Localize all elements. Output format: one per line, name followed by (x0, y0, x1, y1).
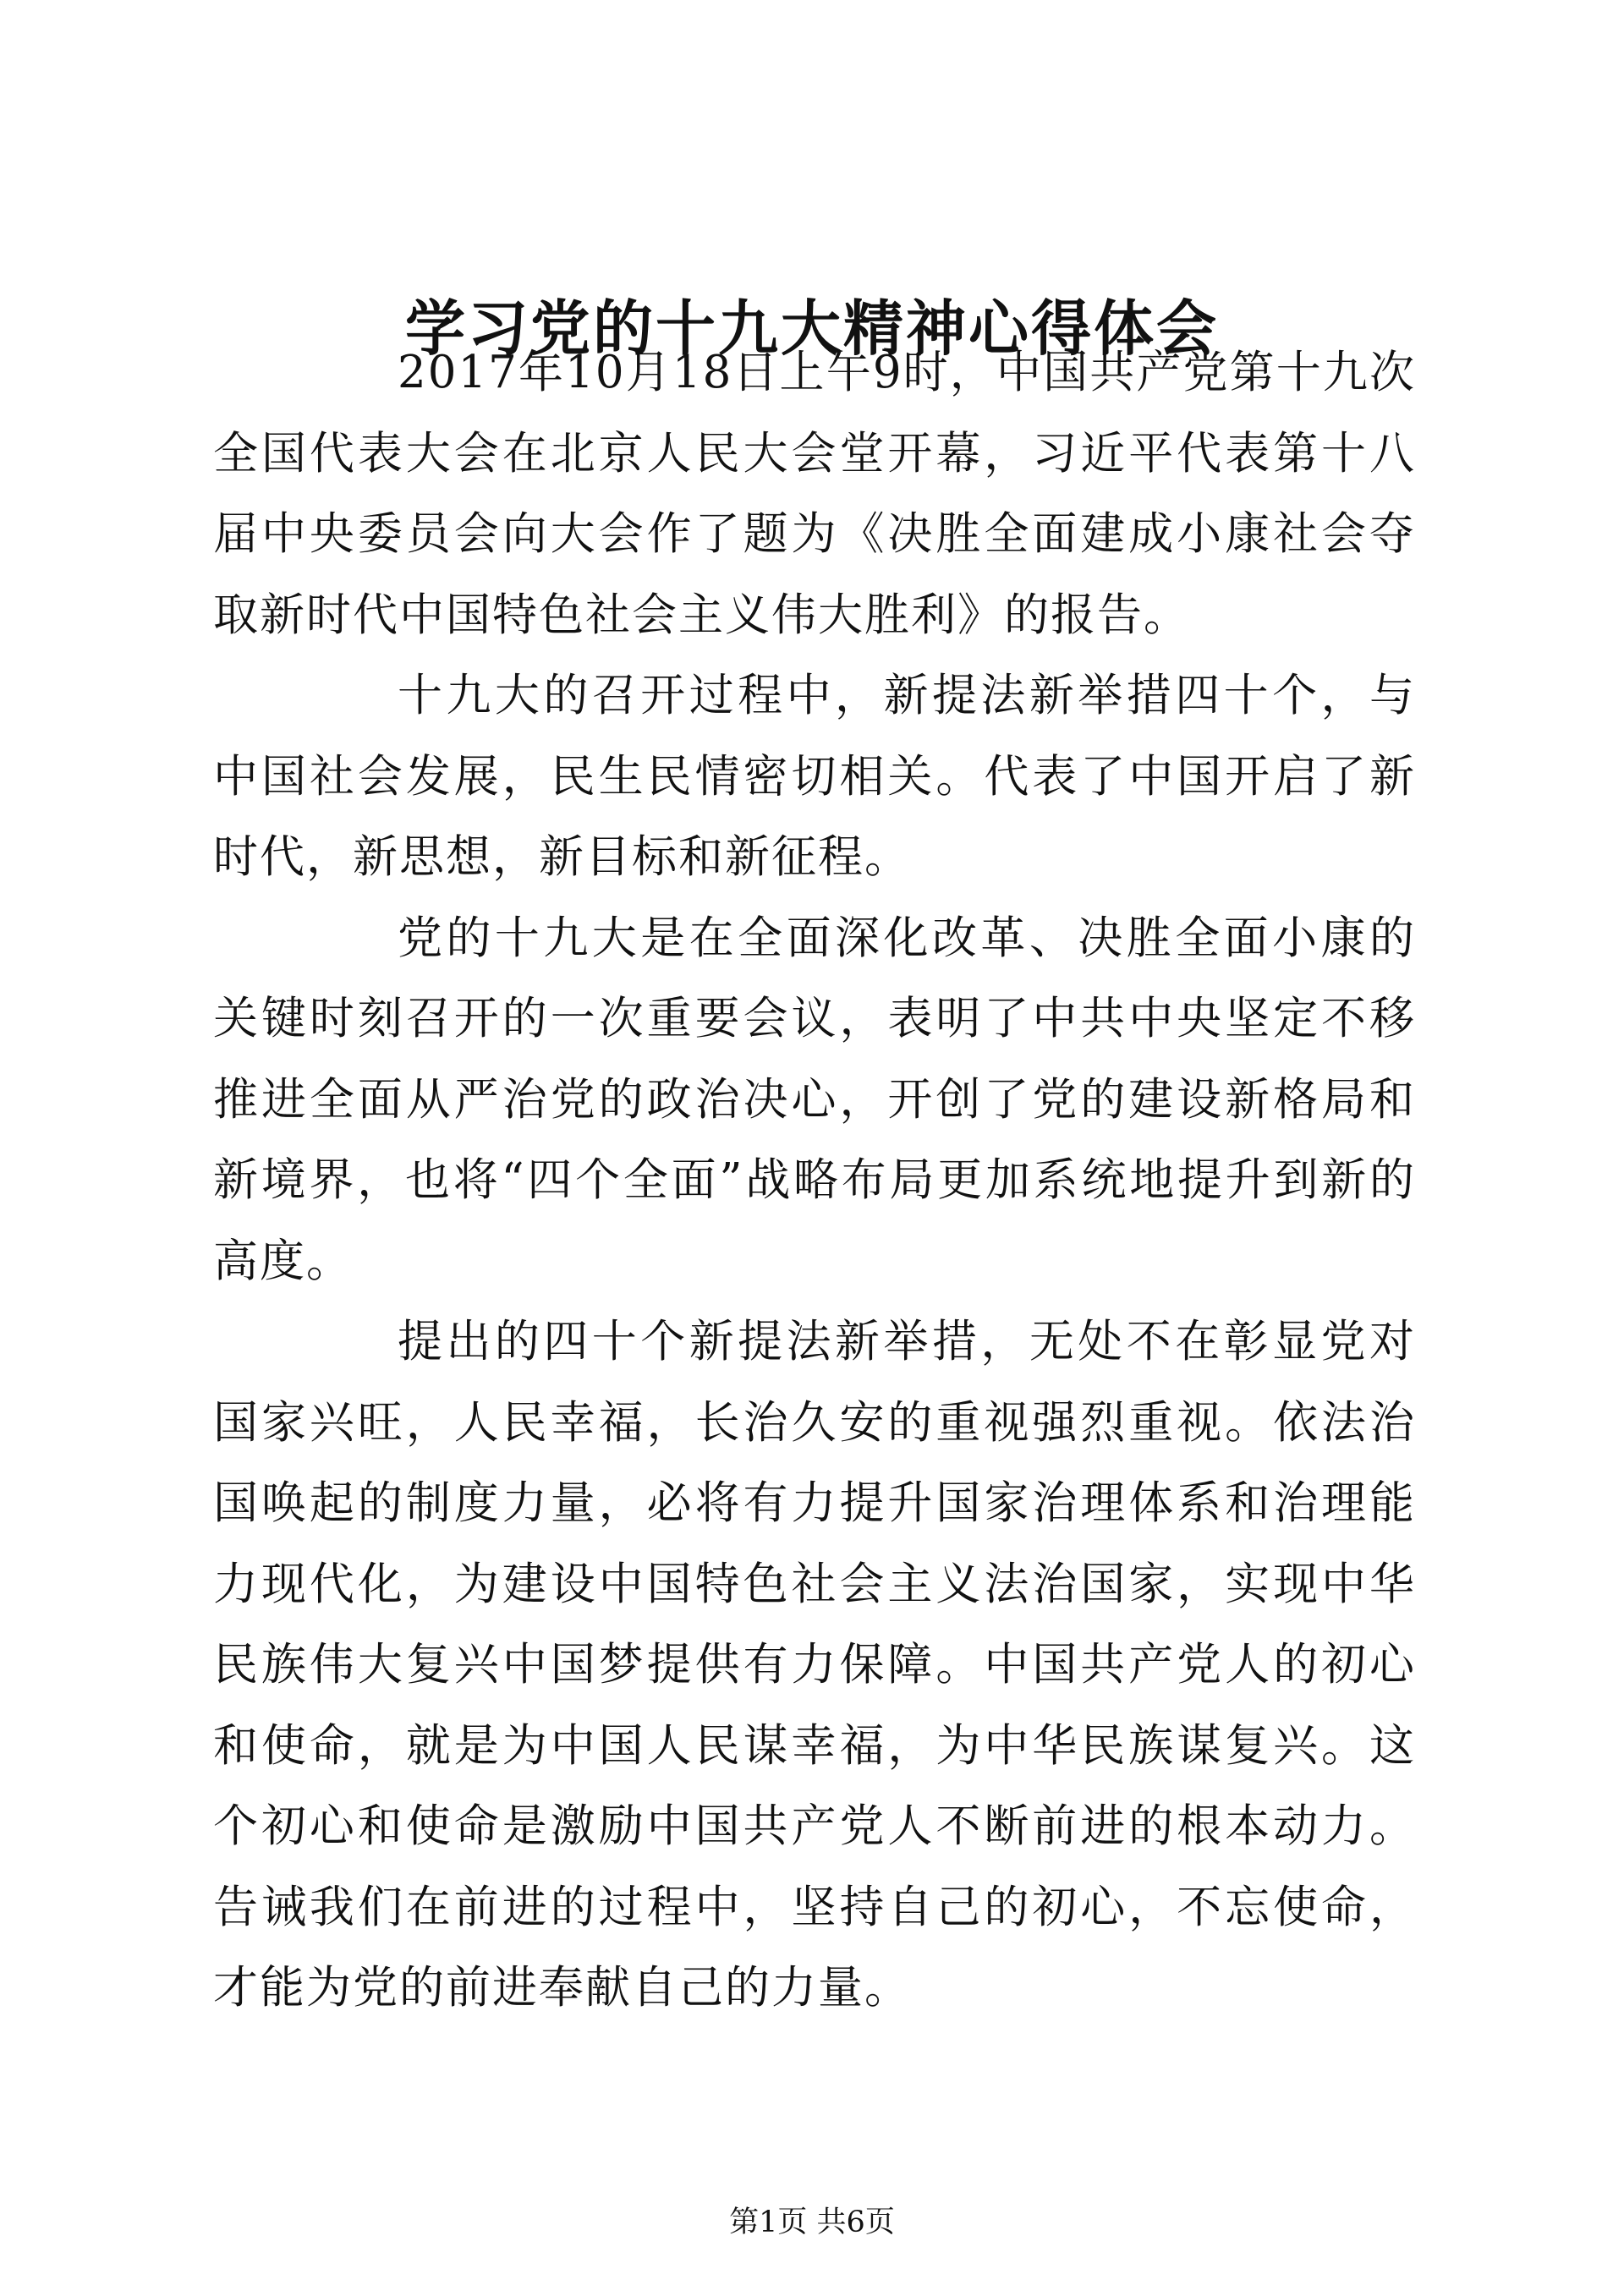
paragraph-3: 党的十九大是在全面深化改革、决胜全面小康的关键时刻召开的一次重要会议，表明了中共中央坚定不移推进全面从严治党的政治决心，开创了党的建设新格局和新境界，也将“四个全面”战略布局更加系统地提升到新的高度。 (213, 912, 1416, 1287)
document-body (213, 332, 1416, 2029)
paragraph-4: 提出的四十个新提法新举措，无处不在彰显党对国家兴旺，人民幸福，长治久安的重视强烈重视。依法治国唤起的制度力量，必将有力提升国家治理体系和治理能力现代化，为建设中国特色社会主义法治国家，实现中华民族伟大复兴中国梦提供有力保障。中国共产党人的初心和使命，就是为中国人民谋幸福，为中华民族谋复兴。这个初心和使命是激励中国共产党人不断前进的根本动力。告诫我们在前进的过程中，坚持自己的初心，不忘使命，才能为党的前进奉献自己的力量。 (213, 1316, 1416, 2014)
paragraph-2: 十九大的召开过程中，新提法新举措四十个，与中国社会发展，民生民情密切相关。代表了中国开启了新时代，新思想，新目标和新征程。 (213, 670, 1416, 883)
paragraph-1: 2017年10月18日上午9时，中国共产党第十九次全国代表大会在北京人民大会堂开幕，习近平代表第十八届中央委员会向大会作了题为《决胜全面建成小康社会夺取新时代中国特色社会主义伟大胜利》的报告。 (213, 347, 1416, 641)
page-footer: 第1页 共6页 (729, 2206, 895, 2239)
document-title: 学习党的十九大精神心得体会 (404, 293, 1219, 364)
